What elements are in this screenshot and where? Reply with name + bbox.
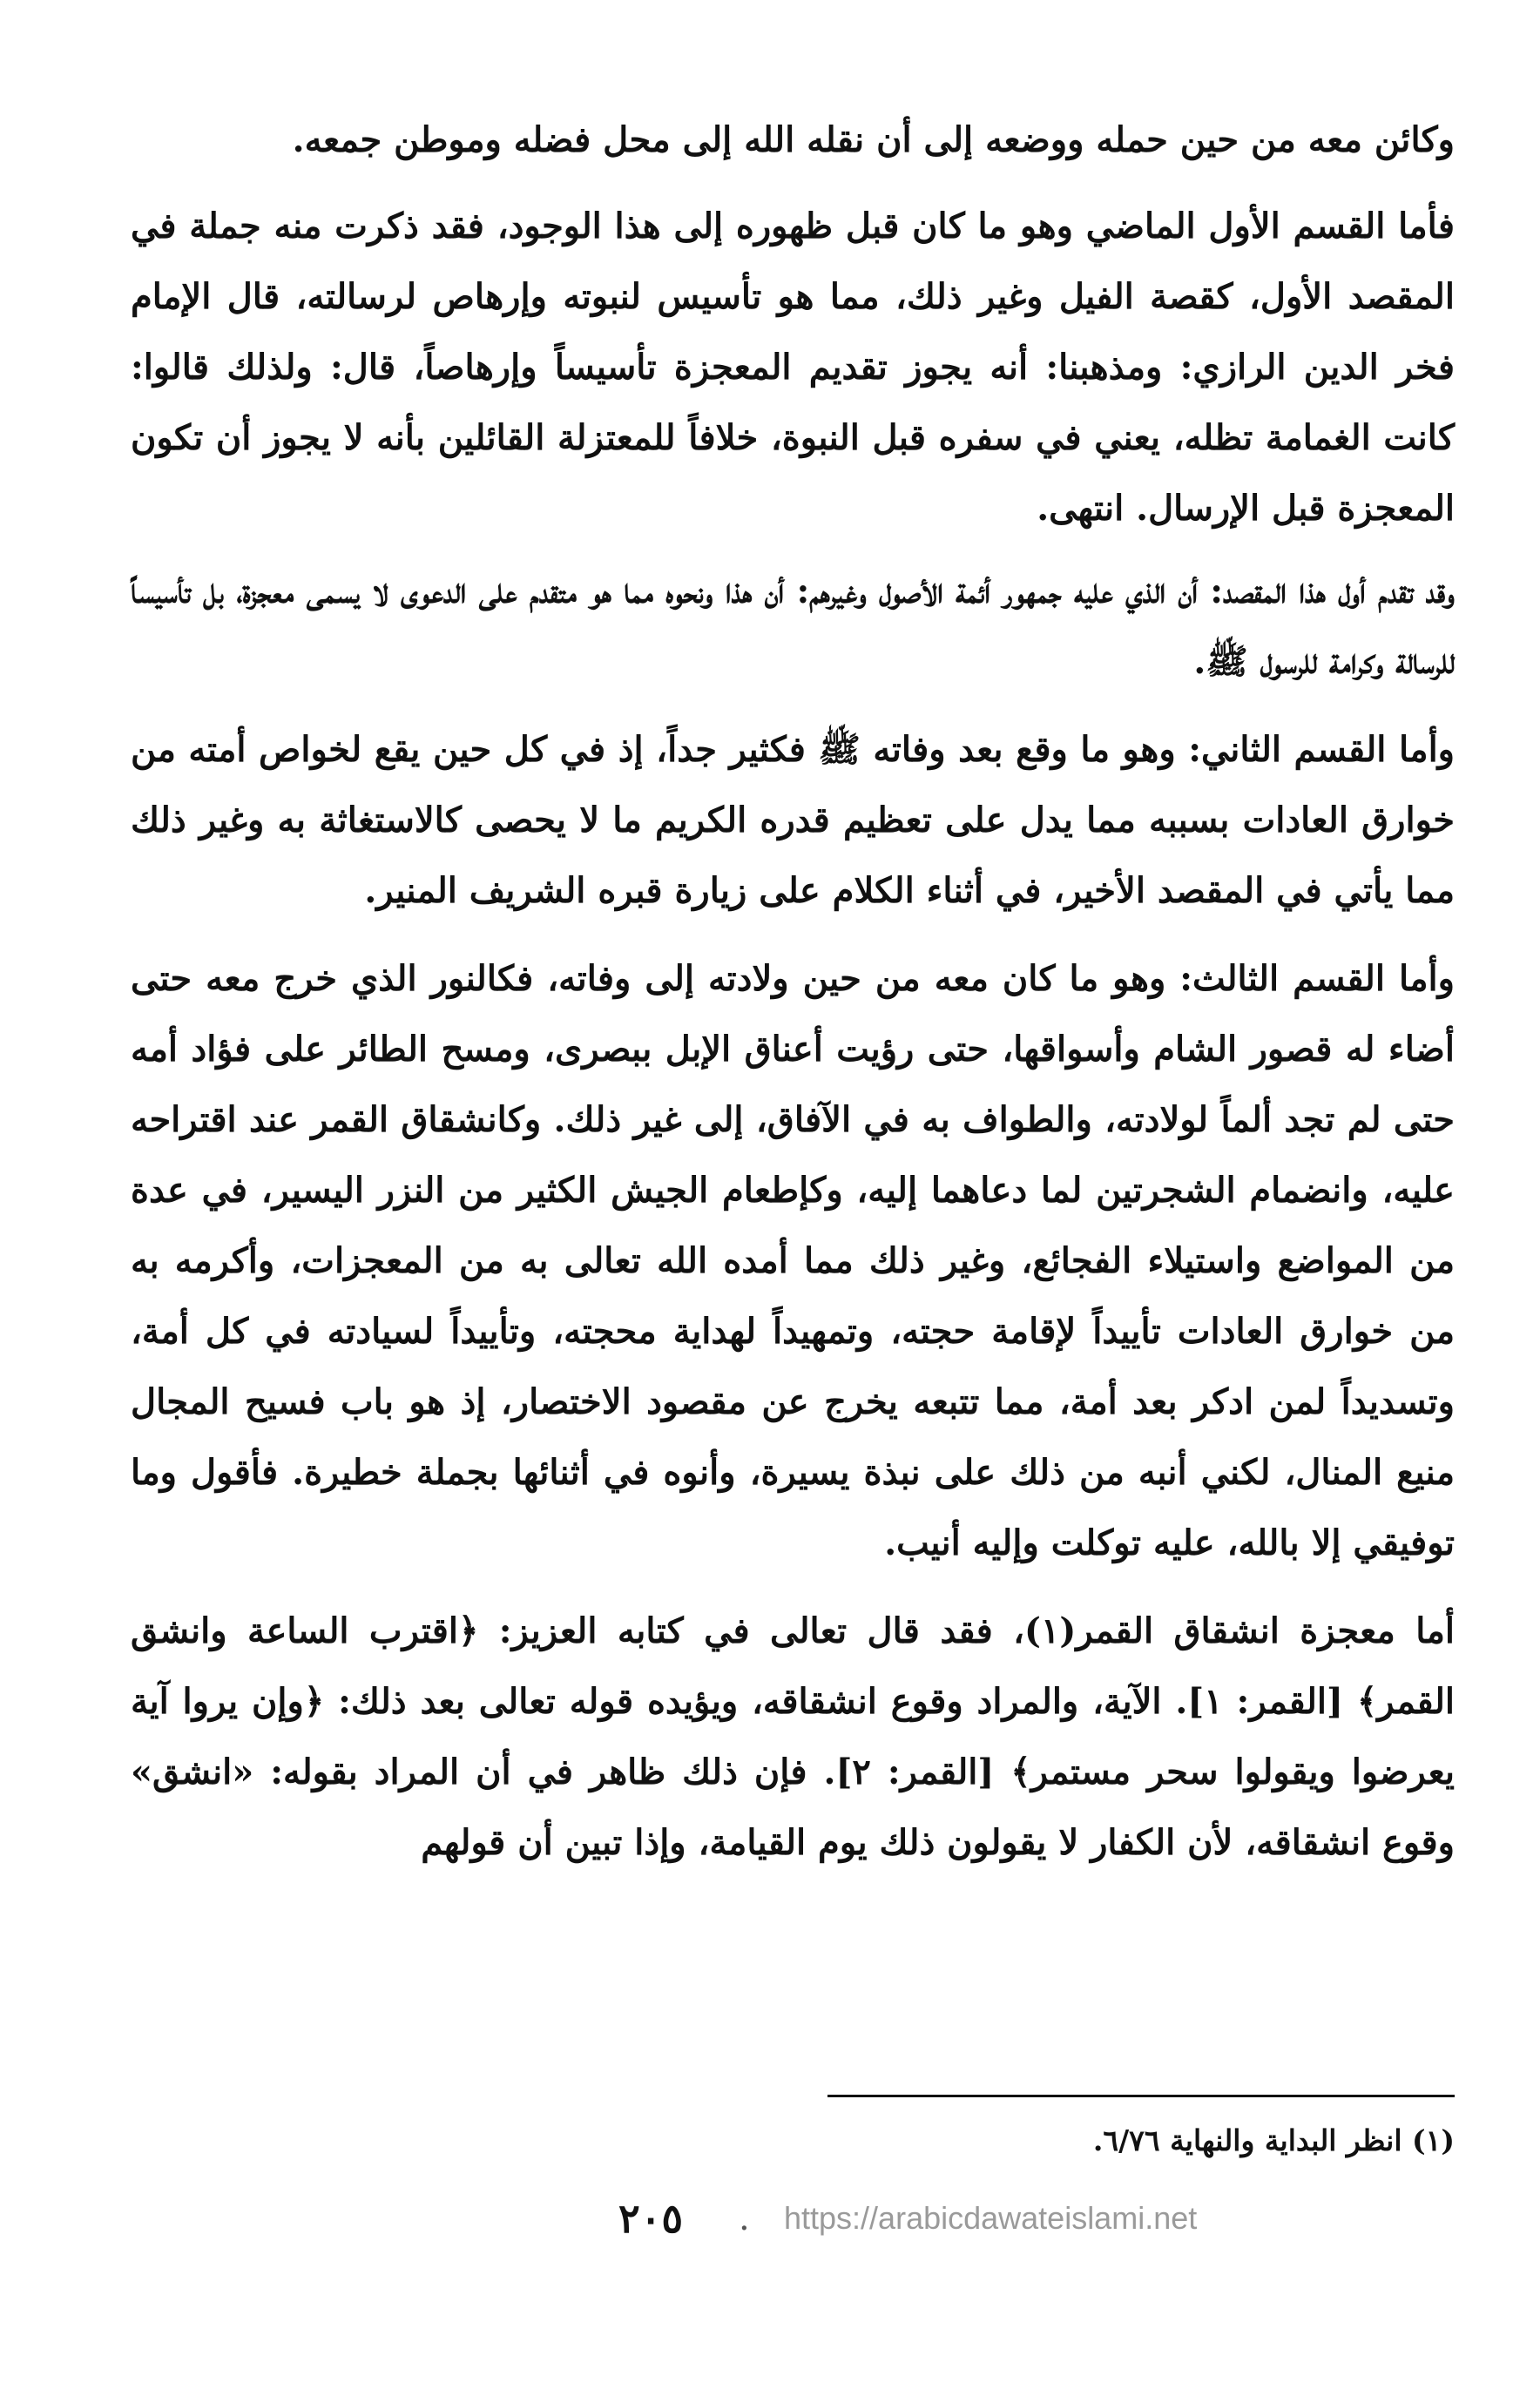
footnote: (١) انظر البداية والنهاية ٦/٧٦. — [1092, 2123, 1455, 2157]
separator-dot: . — [739, 2198, 750, 2238]
paragraph-3: وقد تقدم أول هذا المقصد: أن الذي عليه جمهور أئمة الأصول وغيرهم: أن هذا ونحوه مما هو متقدم على الدعوى لا يسمى معجزة، بل تأسيساً للرسالة وكرامة للرسول ﷺ. — [131, 570, 1455, 682]
page-body — [131, 105, 1455, 2299]
paragraph-4: وأما القسم الثاني: وهو ما وقع بعد وفاته ﷺ فكثير جداً، إذ في كل حين يقع لخواص أمته من خوارق العادات بسببه مما يدل على تعظيم قدره الكريم ما لا يحصى كالاستغاثة به وغير ذلك مما يأتي في المقصد الأخير، في أثناء الكلام على زيارة قبره الشريف المنير. — [131, 729, 1455, 911]
paragraph-6: أما معجزة انشقاق القمر(١)، فقد قال تعالى في كتابه العزيز: ﴿اقترب الساعة وانشق القمر﴾ [القمر: ١]. الآية، والمراد وقوع انشقاقه، ويؤيده قوله تعالى بعد ذلك: ﴿وإن يروا آية يعرضوا ويقولوا سحر مستمر﴾ [القمر: ٢]. فإن ذلك ظاهر في أن المراد بقوله: «انشق» وقوع انشقاقه، لأن الكفار لا يقولون ذلك يوم القيامة، وإذا تبين أن قولهم — [131, 1610, 1456, 1863]
page-number: ٢٠٥ — [618, 2195, 684, 2242]
paragraph-2: فأما القسم الأول الماضي وهو ما كان قبل ظهوره إلى هذا الوجود، فقد ذكرت منه جملة في المقصد الأول، كقصة الفيل وغير ذلك، مما هو تأسيس لنبوته وإرهاص لرسالته، قال الإمام فخر الدين الرازي: ومذهبنا: أنه يجوز تقديم المعجزة تأسيساً وإرهاصاً، قال: ولذلك قالوا: كانت الغمامة تظله، يعني في سفره قبل النبوة، خلافاً للمعتزلة القائلين بأنه لا يجوز أن تكون المعجزة قبل الإرسال. انتهى. — [131, 206, 1455, 529]
paragraph-5: وأما القسم الثالث: وهو ما كان معه من حين ولادته إلى وفاته، فكالنور الذي خرج معه حتى أضاء له قصور الشام وأسواقها، حتى رؤيت أعناق الإبل ببصرى، ومسح الطائر على فؤاد أمه حتى لم تجد ألماً لولادته، والطواف به في الآفاق، إلى غير ذلك. وكانشقاق القمر عند اقتراحه عليه، وانضمام الشجرتين لما دعاهما إليه، وكإطعام الجيش الكثير من النزر اليسير، في عدة من المواضع واستيلاء الفجائع، وغير ذلك مما أمده الله تعالى به من المعجزات، وأكرمه به من خوارق العادات تأييداً لإقامة حجته، وتمهيداً لهداية محجته، وتأييداً لسيادته في كل أمة، وتسديداً لمن ادكر بعد أمة، مما تتبعه يخرج عن مقصود الاختصار، إذ هو باب فسيح المجال منيع المنال، لكني أنبه من ذلك على نبذة يسيرة، وأنوه في أثنائها بجملة خطيرة. فأقول وما توفيقي إلا بالله، عليه توكلت وإليه أنيب. — [131, 958, 1455, 1563]
watermark-url: https://arabicdawateislami.net — [784, 2200, 1198, 2236]
page-footer — [0, 2195, 1540, 2265]
footnote-divider — [827, 2095, 1455, 2097]
paragraph-1: وكائن معه من حين حمله ووضعه إلى أن نقله الله إلى محل فضله وموطن جمعه. — [292, 119, 1455, 160]
